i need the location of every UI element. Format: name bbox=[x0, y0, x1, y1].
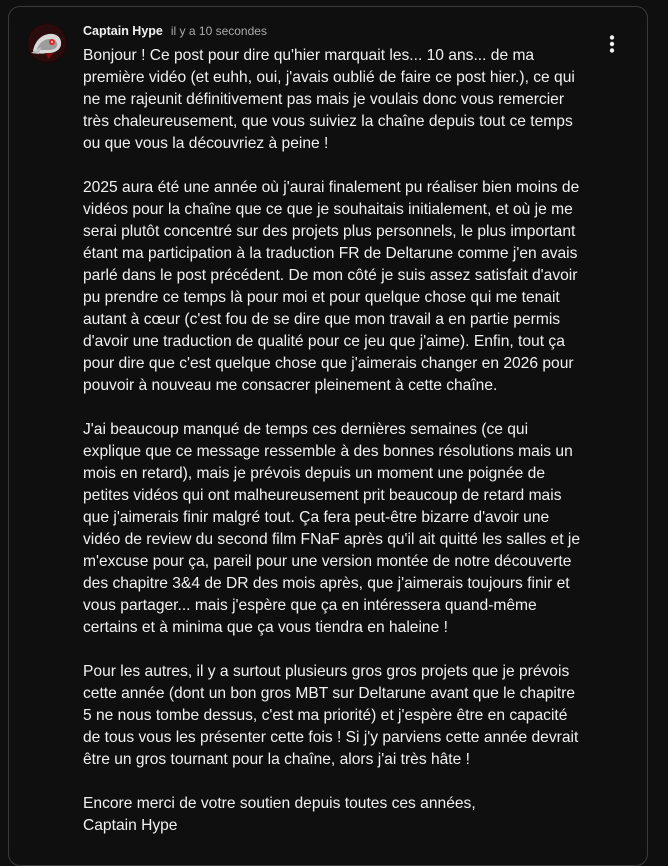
post-text-line: pouvoir à nouveau me consacrer pleinement à cette chaîne. bbox=[83, 377, 498, 394]
post-text-line: vidéos pour la chaîne que ce que je souhaitais initialement, et où je me bbox=[83, 201, 573, 218]
post-text-line: des chapitre 3&4 de DR des mois après, que j'aimerais toujours finir et bbox=[83, 575, 570, 592]
post-text-line: pu prendre ce temps là pour moi et pour quelque chose qui me tenait bbox=[83, 289, 560, 306]
post-text-line: vous partager... mais j'espère que ça en intéressera quand-même bbox=[83, 597, 537, 614]
post-text-line: J'ai beaucoup manqué de temps ces dernières semaines (ce qui bbox=[83, 421, 529, 438]
post-text-line: étant ma participation à la traduction FR de Deltarune comme j'en avais bbox=[83, 245, 578, 262]
post-text-line: autant à cœur (c'est fou de se dire que mon travail a en partie permis bbox=[83, 311, 561, 328]
post-text-line: Encore merci de votre soutien depuis toutes ces années, bbox=[83, 795, 476, 812]
avatar[interactable] bbox=[27, 23, 67, 63]
post-text-line: 5 ne nous tombe dessus, c'est ma priorité) et j'espère être en capacité bbox=[83, 707, 568, 724]
post-text-line: première vidéo (et euhh, oui, j'avais oublié de faire ce post hier.), ce qui bbox=[83, 69, 575, 86]
community-post bbox=[8, 6, 648, 866]
post-text-line: mois en retard), mais je prévois depuis un moment une poignée de bbox=[83, 465, 546, 482]
post-text-line: 2025 aura été une année où j'aurai finalement pu réaliser bien moins de bbox=[83, 179, 580, 196]
post-text-line: Pour les autres, il y a surtout plusieurs gros gros projets que je prévois bbox=[83, 663, 570, 680]
post-paragraph bbox=[83, 45, 603, 155]
post-text-line: parlé dans le post précédent. De mon côté je suis assez satisfait d'avoir bbox=[83, 267, 578, 284]
post-text-line: explique que ce message ressemble à des bonnes résolutions mais un bbox=[83, 443, 573, 460]
post-text bbox=[83, 45, 603, 859]
post-paragraph bbox=[83, 793, 603, 837]
post-text-line: certains et à minima que ça vous tiendra en haleine ! bbox=[83, 619, 448, 636]
post-paragraph bbox=[83, 419, 603, 639]
post-text-line: cette année (dont un bon gros MBT sur Deltarune avant que le chapitre bbox=[83, 685, 576, 702]
post-text-line: Captain Hype bbox=[83, 817, 178, 834]
post-text-line: être un gros tournant pour la chaîne, alors j'ai très hâte ! bbox=[83, 751, 470, 768]
post-text-line: ne me rajeunit définitivement pas mais je voulais donc vous remercier bbox=[83, 91, 565, 108]
post-text-line: d'avoir une traduction de qualité pour ce jeu que j'aime). Enfin, tout ça bbox=[83, 333, 565, 350]
post-text-line: serai plutôt concentré sur des projets plus personnels, le plus important bbox=[83, 223, 576, 240]
post-paragraph bbox=[83, 661, 603, 771]
post-text-line: de tous vous les présenter cette fois ! Si j'y parviens cette année devrait bbox=[83, 729, 579, 746]
post-text-line: Bonjour ! Ce post pour dire qu'hier marquait les... 10 ans... de ma bbox=[83, 47, 535, 64]
post-text-line: petites vidéos qui ont malheureusement prit beaucoup de retard mais bbox=[83, 487, 562, 504]
post-text-line: que j'aimerais finir malgré tout. Ça fera peut-être bizarre d'avoir une bbox=[83, 509, 550, 526]
post-text-line: vidéo de review du second film FNaF après qu'il ait quitté les salles et je bbox=[83, 531, 581, 548]
red-eyed-creature-avatar-icon bbox=[27, 23, 67, 63]
post-text-line: ou que vous la découvriez à peine ! bbox=[83, 135, 329, 152]
post-text-line: m'excuse pour ça, pareil pour une version montée de notre découverte bbox=[83, 553, 572, 570]
more-vertical-icon bbox=[609, 35, 615, 53]
post-header bbox=[83, 24, 267, 40]
post-text-line: pour dire que c'est quelque chose que j'aimerais changer en 2026 pour bbox=[83, 355, 574, 372]
post-text-line: très chaleureusement, que vous suiviez la chaîne depuis tout ce temps bbox=[83, 113, 573, 130]
post-paragraph bbox=[83, 177, 603, 397]
author-name[interactable]: Captain Hype bbox=[83, 24, 163, 38]
post-timestamp[interactable]: il y a 10 secondes bbox=[170, 24, 267, 38]
